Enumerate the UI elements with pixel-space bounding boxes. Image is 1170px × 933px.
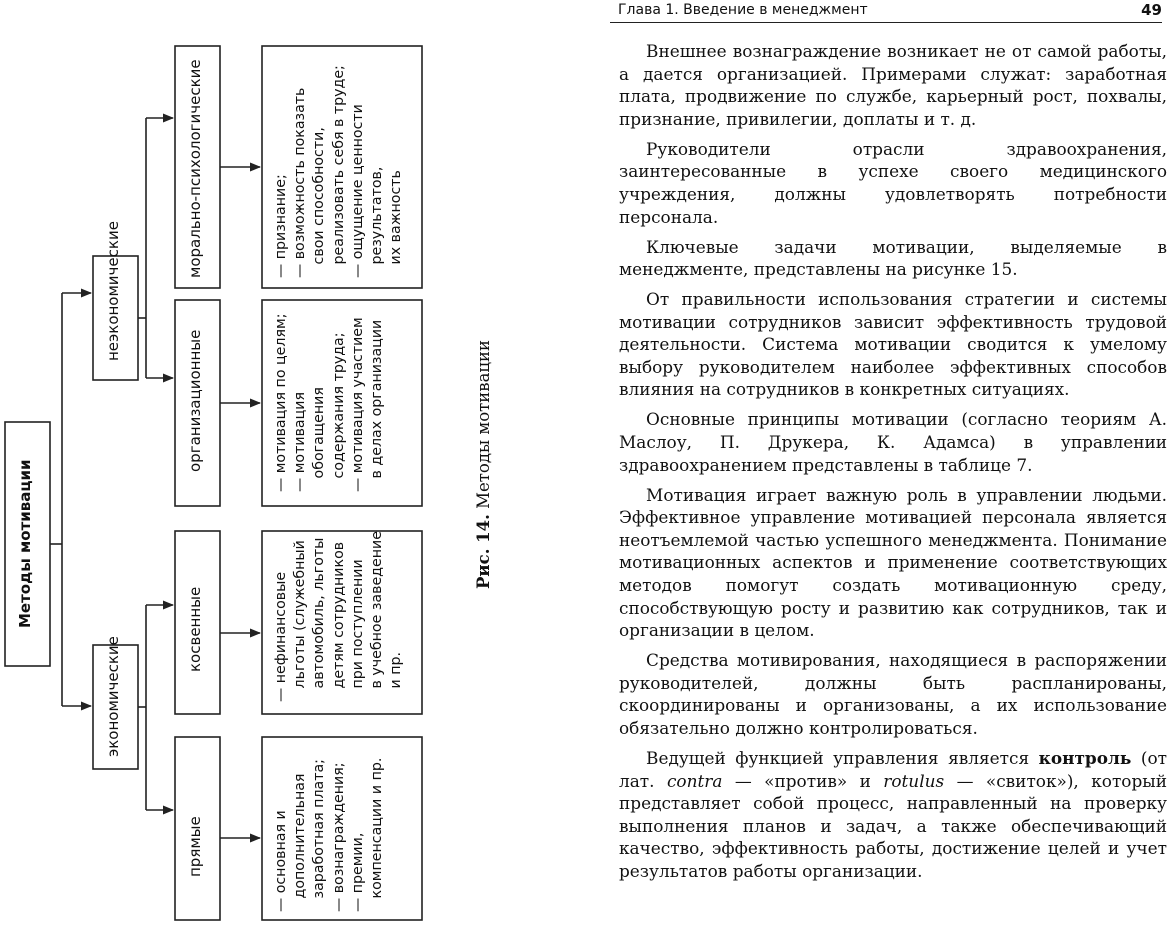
list-moral: — признание; — возможность показать свои способности, реализовать себя в труде; — ощущение ценности результатов, их важность <box>273 65 405 278</box>
list-direct: — основная и дополнительная заработная плата; — вознаграждения; — премии, компенсации и пр. <box>273 757 386 912</box>
group-economic-label: экономические <box>104 636 122 757</box>
category-indirect-label: косвенные <box>186 586 204 672</box>
motivation-methods-diagram <box>0 0 520 933</box>
diagram-lines <box>0 0 520 933</box>
category-organizational-label: организационные <box>186 329 204 472</box>
text-run: Ведущей функцией управления является <box>646 747 1039 768</box>
body-text <box>619 40 1167 890</box>
page-number: 49 <box>1141 1 1162 19</box>
paragraph: Ключевые задачи мотивации, выделяемые в менеджменте, представлены на рисунке 15. <box>619 236 1167 280</box>
paragraph: Основные принципы мотивации (согласно теориям А. Маслоу, П. Друкера, К. Адамса) в управлении здравоохранением представлены в таблице 7. <box>619 409 1167 475</box>
paragraph: Руководители отрасли здравоохранения, заинтересованные в успехе своего медицинского учреждения, должны удовлетворять потребности персонала. <box>619 138 1167 227</box>
figure-caption-text: Методы мотивации <box>474 339 493 515</box>
chapter-title: Глава 1. Введение в менеджмент <box>618 2 868 18</box>
diagram-root-label: Методы мотивации <box>16 459 34 628</box>
latin-term-contra: contra <box>666 770 723 791</box>
paragraph: Внешнее вознаграждение возникает не от самой работы, а дается организацией. Примерами служат: заработная плата, продвижение по службе, карьерный рост, похвалы, признание, привилегии, доплаты и т. д. <box>619 41 1167 129</box>
text-run: — «против» и <box>722 770 884 791</box>
category-moral-label: морально-психологические <box>186 59 204 278</box>
paragraph: От правильности использования стратегии и системы мотивации сотрудников зависит эффективность трудовой деятельности. Система мотивации сводится к умелому выбору руководителем наиболее эффективных способов влияния на сотрудников в конкретных ситуациях. <box>619 289 1167 400</box>
running-header <box>610 0 1162 23</box>
text-run: — «свиток»), который представляет собой процесс, направленный на проверку выполнения планов и задач, а также обеспечивающий качество, эффективность работы, достижение целей и учет результатов работы организации. <box>619 770 1167 881</box>
figure-caption-label: Рис. 14. <box>474 514 493 589</box>
latin-term-rotulus: rotulus <box>883 770 945 791</box>
category-direct-label: прямые <box>186 816 204 877</box>
figure-caption <box>474 340 493 589</box>
right-page <box>610 0 1170 933</box>
term-control: контроль <box>1038 747 1132 768</box>
paragraph-control <box>619 747 1167 883</box>
list-organizational: — мотивация по целям; — мотивация обогащения содержания труда; — мотивация участием в делах организации <box>273 313 386 492</box>
group-noneconomic-label: неэкономические <box>104 221 122 361</box>
list-indirect: — нефинансовые льготы (служебный автомобиль, льготы детям сотрудников при поступлении в учебное заведение и пр. <box>273 531 405 702</box>
paragraph: Мотивация играет важную роль в управлении людьми. Эффективное управление мотивацией персонала является неотъемлемой частью успешного менеджмента. Понимание мотивационных аспектов и применение соответствующих методов помогут создать мотивационную среду, способствующую росту и развитию как сотрудников, так и организации в целом. <box>619 484 1167 641</box>
paragraph: Средства мотивирования, находящиеся в распоряжении руководителей, должны быть распланированы, скоординированы и организованы, а их использование обязательно должно контролироваться. <box>619 650 1167 738</box>
text-run: (от лат. <box>619 747 1167 791</box>
